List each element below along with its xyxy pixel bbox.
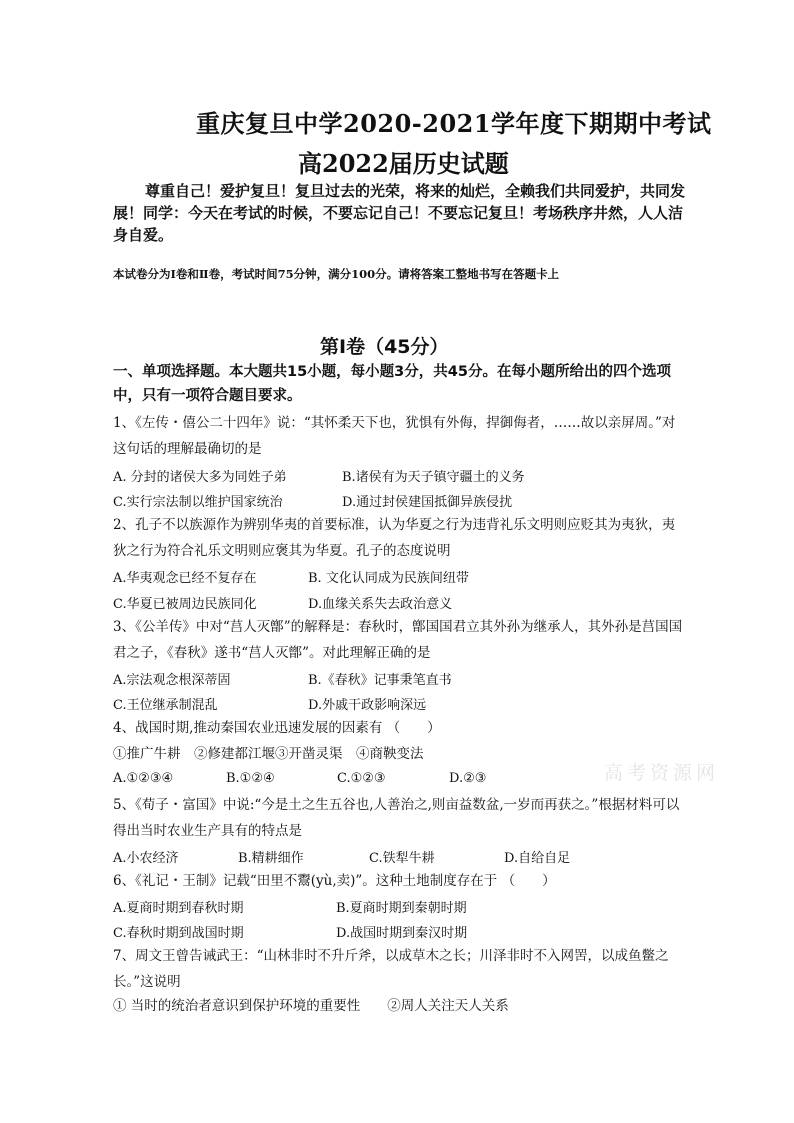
school-motto: 尊重自己！爱护复旦！复旦过去的光荣，将来的灿烂，全赖我们共同爱护，共同发展！同学：今天在考试的时候，不要忘记自己！不要忘记复旦！考场秩序井然，人人洁身自爱。 <box>113 182 686 244</box>
question-1-stem: 1、《左传・僖公二十四年》说：“其怀柔天下也，犹惧有外侮，捍御侮者，……故以亲屏周。”对这句话的理解最确切的是 <box>113 415 676 457</box>
question-4-stem: 4、战国时期,推动秦国农业迅速发展的因素有 （ ） <box>113 720 441 736</box>
question-1-option-a: A. 分封的诸侯大多为同姓子弟 <box>113 470 287 485</box>
question-2-option-d: D.血缘关系失去政治意义 <box>308 597 453 612</box>
question-5-option-a: A.小农经济 <box>113 851 179 866</box>
question-4-items: ①推广牛耕 ②修建都江堰③开凿灵渠 ④商鞅变法 <box>113 746 424 762</box>
question-2-option-c: C.华夏已被周边民族同化 <box>113 597 257 612</box>
question-3-option-b: B.《春秋》记事秉笔直书 <box>308 673 452 688</box>
question-5-option-b: B.精耕细作 <box>238 851 304 866</box>
section-instructions: 一、单项选择题。本大题共15小题，每小题3分，共45分。在每小题所给出的四个选项中，只有一项符合题目要求。 <box>113 364 671 404</box>
question-3-option-a: A.宗法观念根深蒂固 <box>113 673 231 688</box>
question-6-stem: 6、《礼记・王制》记载“田里不鬻(yù,卖)”。这种土地制度存在于 （ ） <box>113 873 556 889</box>
question-1-option-b: B.诸侯有为天子镇守疆土的义务 <box>342 470 525 485</box>
question-6-option-c: C.春秋时期到战国时期 <box>113 926 244 941</box>
question-1-option-d: D.通过封侯建国抵御异族侵扰 <box>342 495 513 510</box>
question-5-option-c: C.铁犁牛耕 <box>369 851 435 866</box>
question-5-stem: 5、《荀子・富国》中说:“今是土之生五谷也,人善治之,则亩益数盆,一岁而再获之。”根据材料可以得出当时农业生产具有的特点是 <box>113 797 680 839</box>
question-3-option-c: C.王位继承制混乱 <box>113 698 218 713</box>
exam-title: 重庆复旦中学2020-2021学年度下期期中考试 <box>196 109 712 138</box>
question-3-option-d: D.外戚干政影响深远 <box>308 698 427 713</box>
question-2-stem: 2、孔子不以族源作为辨别华夷的首要标准，认为华夏之行为违背礼乐文明则应贬其为夷狄，夷狄之行为符合礼乐文明则应褒其为华夏。孔子的态度说明 <box>113 517 676 559</box>
question-4-option-b: B.①②④ <box>226 771 275 786</box>
question-4-option-c: C.①②③ <box>337 771 386 786</box>
exam-subtitle: 高2022届历史试题 <box>298 149 509 178</box>
question-7-stem: 7、周文王曾告诫武王：“山林非时不升斤斧，以成草木之长；川泽非时不入网罟，以成鱼鳖之长。”这说明 <box>113 948 669 990</box>
question-5-option-d: D.自给自足 <box>504 851 571 866</box>
question-6-option-d: D.战国时期到秦汉时期 <box>336 926 468 941</box>
question-2-option-b: B. 文化认同成为民族间纽带 <box>308 571 469 586</box>
question-6-option-a: A.夏商时期到春秋时期 <box>113 901 244 916</box>
question-7-items: ① 当时的统治者意识到保护环境的重要性 ②周人关注天人关系 <box>113 998 509 1014</box>
watermark: 高考资源网 <box>604 762 720 784</box>
question-1-option-c: C.实行宗法制以维护国家统治 <box>113 495 283 510</box>
exam-instructions: 本试卷分为Ⅰ卷和Ⅱ卷，考试时间75分钟，满分100分。请将答案工整地书写在答题卡上 <box>113 267 560 281</box>
volume-heading: 第Ⅰ卷（45分） <box>320 336 449 358</box>
question-6-option-b: B.夏商时期到秦朝时期 <box>336 901 467 916</box>
question-4-option-d: D.②③ <box>449 771 487 786</box>
question-2-option-a: A.华夷观念已经不复存在 <box>113 571 257 586</box>
question-4-option-a: A.①②③④ <box>113 771 174 786</box>
question-3-stem: 3、《公羊传》中对“莒人灭鄫”的解释是：春秋时，鄫国国君立其外孙为继承人，其外孙是莒国国君之子，《春秋》遂书“莒人灭鄫”。对此理解正确的是 <box>113 619 683 661</box>
